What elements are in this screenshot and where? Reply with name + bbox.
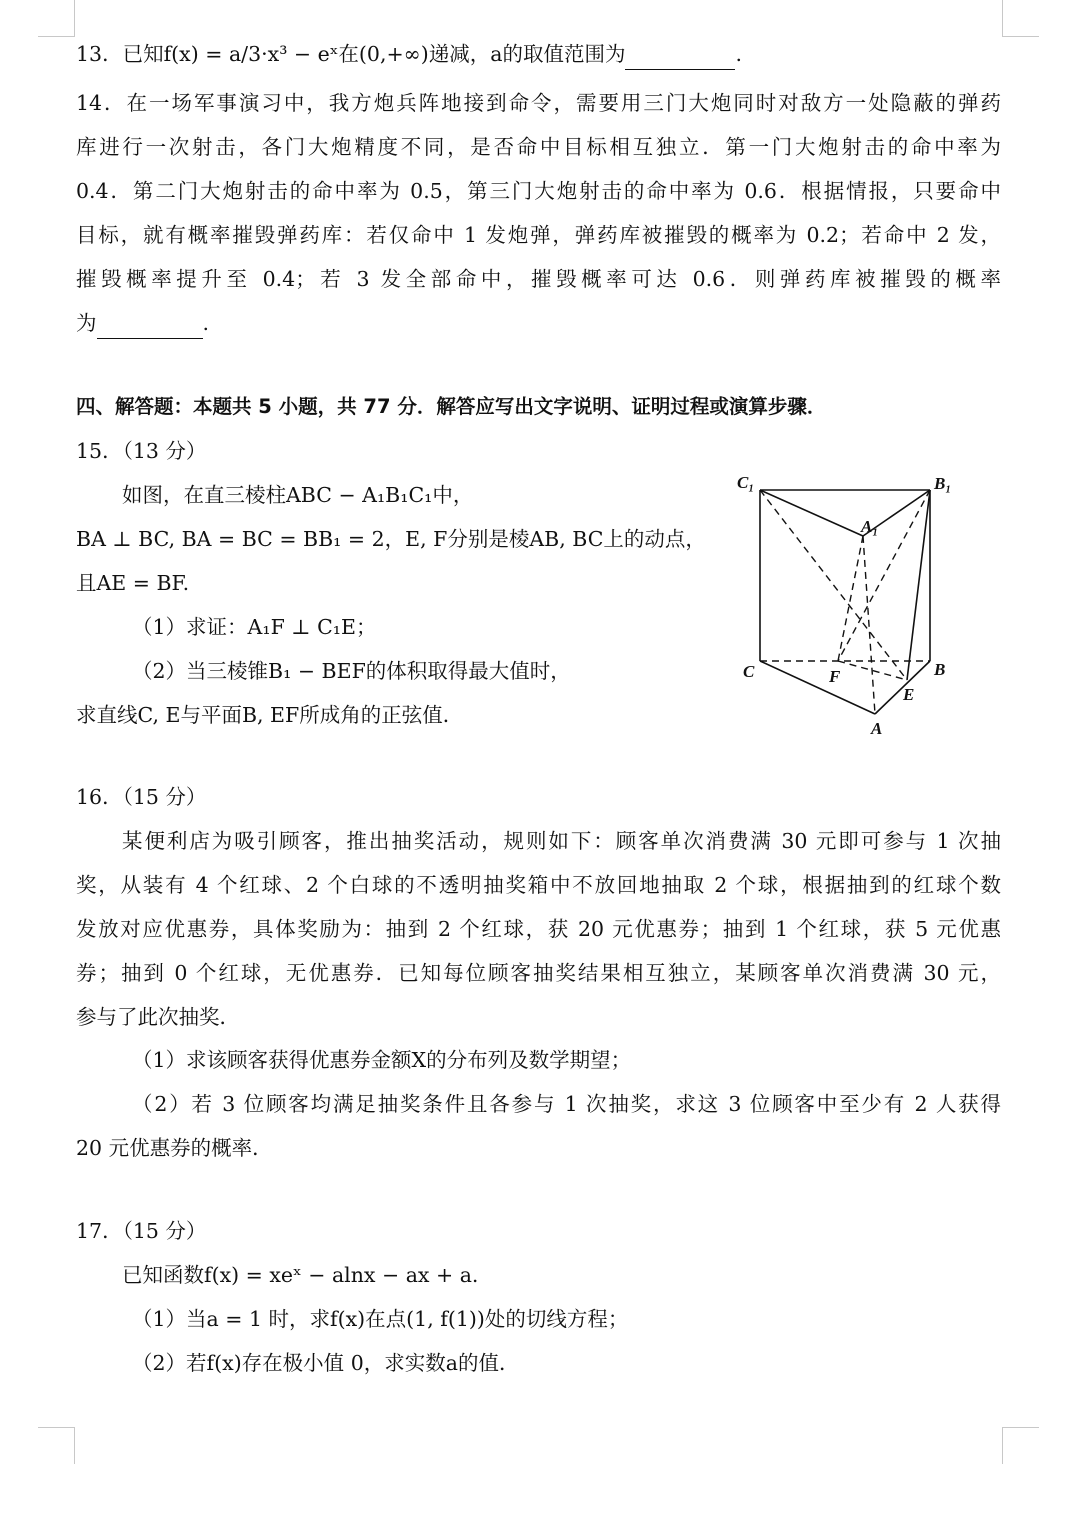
label-a1: A₁	[861, 517, 879, 536]
q14-last-prefix: 为	[76, 311, 97, 335]
q14-end: .	[202, 311, 210, 335]
crop-mark-bottom-right	[1002, 1427, 1039, 1464]
q15-part-2-cont: 求直线C, E与平面B, EF所成角的正弦值．	[76, 703, 464, 727]
q15-part-1: （1）求证：A₁F ⊥ C₁E；	[132, 615, 377, 639]
crop-mark-top-right	[1002, 0, 1039, 37]
q13-text: 13．已知f(x) = a/3·x³ − eˣ在(0,+∞)递减，a的取值范围为	[76, 42, 626, 66]
q14-line-1: 14．在一场军事演习中，我方炮兵阵地接到命令，需要用三门大炮同时对敌方一处隐蔽的弹药	[76, 91, 1001, 115]
edge-c1-a1	[760, 490, 863, 536]
q14-answer-blank	[97, 308, 203, 339]
edge-c1-e-hidden	[760, 490, 907, 680]
label-c1: C₁	[737, 473, 755, 492]
label-a: A	[871, 719, 883, 738]
section-4-heading: 四、解答题：本题共 5 小题，共 77 分．解答应写出文字说明、证明过程或演算步骤．	[76, 395, 827, 418]
edge-b1-f-hidden	[838, 490, 930, 661]
q15-line-2: BA ⊥ BC, BA = BC = BB₁ = 2，E, F分别是棱AB, BC上的动点，	[76, 527, 706, 551]
q16-head: 16．（15 分）	[76, 785, 207, 809]
edge-b1-e	[907, 490, 930, 680]
prism-figure	[735, 468, 965, 743]
q14-line-3: 0.4．第二门大炮射击的命中率为 0.5，第三门大炮射击的命中率为 0.6．根据情报，只要命中	[76, 179, 1001, 203]
q13-end: .	[735, 42, 742, 66]
q16-line-5: 参与了此次抽奖．	[76, 1005, 240, 1029]
edge-c-a	[760, 661, 875, 714]
q17-head: 17．（15 分）	[76, 1219, 207, 1243]
q15-part-2: （2）当三棱锥B₁ − BEF的体积取得最大值时，	[132, 659, 571, 683]
q17-stem: 已知函数f(x) = xeˣ − alnx − ax + a.	[122, 1263, 479, 1287]
q15-head: 15．（13 分）	[76, 439, 207, 463]
label-b: B	[934, 660, 946, 679]
q16-part-1: （1）求该顾客获得优惠券金额X的分布列及数学期望；	[132, 1048, 632, 1072]
q13-answer-blank	[625, 39, 735, 70]
label-f: F	[829, 667, 841, 686]
q16-line-4: 券；抽到 0 个红球，无优惠券．已知每位顾客抽奖结果相互独立，某顾客单次消费满 30 元，	[76, 961, 1001, 985]
q16-part-2-cont: 20 元优惠券的概率．	[76, 1136, 273, 1160]
label-e: E	[903, 685, 915, 704]
question-13	[76, 39, 1001, 70]
label-c: C	[743, 662, 755, 681]
q16-line-3: 发放对应优惠券，具体奖励为：抽到 2 个红球，获 20 元优惠券；抽到 1 个红球，获 5 元优惠	[76, 917, 1001, 941]
q16-part-2: （2）若 3 位顾客均满足抽奖条件且各参与 1 次抽奖，求这 3 位顾客中至少有 2 人获得	[132, 1092, 1001, 1116]
label-b1: B₁	[934, 474, 952, 493]
q14-line-6	[76, 308, 1001, 339]
edge-a1-f-hidden	[838, 536, 863, 661]
q17-part-1: （1）当a = 1 时，求f(x)在点(1, f(1))处的切线方程；	[132, 1307, 629, 1331]
crop-mark-bottom-left	[38, 1427, 75, 1464]
q14-line-4: 目标，就有概率摧毁弹药库：若仅命中 1 发炮弹，弹药库被摧毁的概率为 0.2；若命中 2 发，	[76, 223, 1001, 247]
crop-mark-top-left	[38, 0, 75, 37]
q16-line-2: 奖，从装有 4 个红球、2 个白球的不透明抽奖箱中不放回地抽取 2 个球，根据抽到的红球个数	[76, 873, 1001, 897]
q14-line-2: 库进行一次射击，各门大炮精度不同，是否命中目标相互独立．第一门大炮射击的命中率为	[76, 135, 1001, 159]
q15-line-3: 且AE = BF.	[76, 571, 190, 595]
q14-line-5: 摧毁概率提升至 0.4；若 3 发全部命中，摧毁概率可达 0.6．则弹药库被摧毁的概率	[76, 267, 1001, 291]
q15-line-1: 如图，在直三棱柱ABC − A₁B₁C₁中，	[122, 483, 474, 507]
q16-line-1: 某便利店为吸引顾客，推出抽奖活动，规则如下：顾客单次消费满 30 元即可参与 1 次抽	[122, 829, 1001, 853]
q17-part-2: （2）若f(x)存在极小值 0，求实数a的值．	[132, 1351, 520, 1375]
